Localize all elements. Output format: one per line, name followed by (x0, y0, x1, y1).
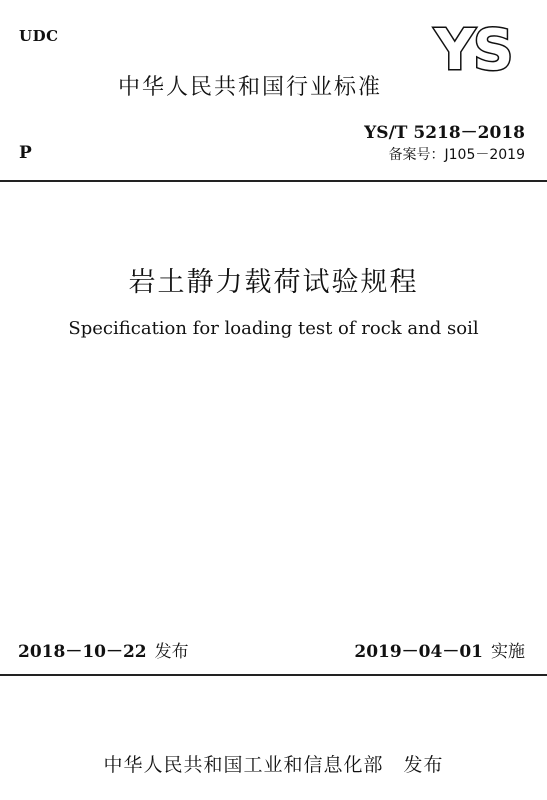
record-number: 备案号：J105－2019 (388, 147, 525, 163)
english-title: Specification for loading test of rock and soil (68, 318, 479, 339)
issue-date-block (18, 637, 189, 662)
issue-date: 2018－10－22 (18, 642, 147, 662)
implement-label: 实施 (491, 642, 525, 662)
bottom-divider (0, 674, 547, 676)
implement-date-block (354, 637, 525, 662)
publisher: 中华人民共和国工业和信息化部 发布 (103, 754, 444, 776)
udc-label: UDC (19, 27, 59, 45)
ys-logo: YS (434, 18, 512, 83)
implement-date: 2019－04－01 (354, 642, 483, 662)
standard-number: YS/T 5218－2018 (364, 123, 525, 143)
chinese-title: 岩土静力载荷试验规程 (128, 267, 419, 298)
top-divider (0, 180, 547, 182)
classification-mark: P (19, 143, 32, 163)
industry-standard-heading: 中华人民共和国行业标准 (118, 75, 383, 100)
issue-label: 发布 (154, 642, 189, 662)
